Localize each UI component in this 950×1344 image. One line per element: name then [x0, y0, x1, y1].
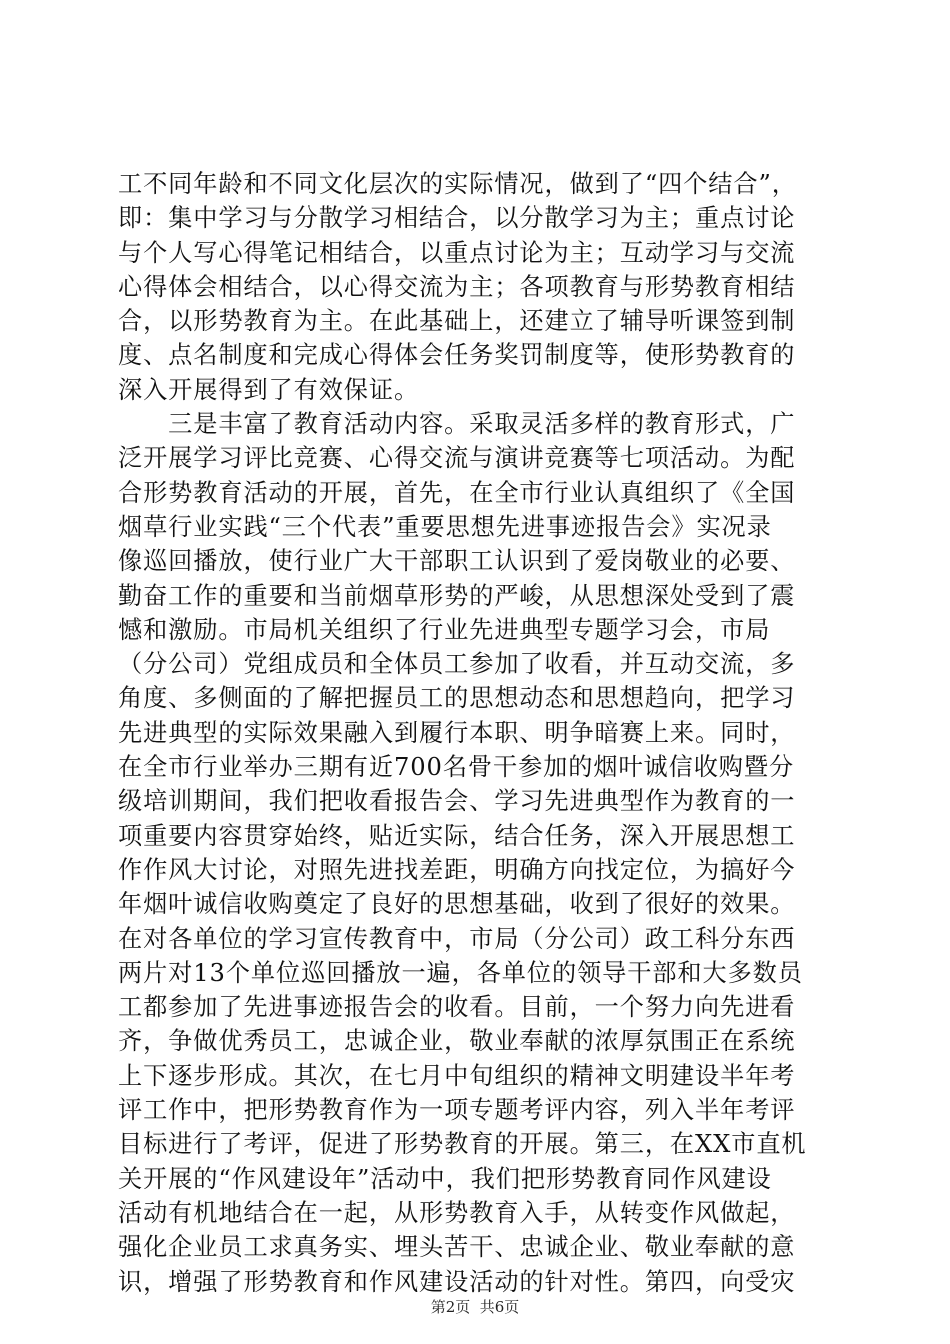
text-line: 活动有机地结合在一起，从形势教育入手，从转变作风做起， [118, 1198, 796, 1227]
text-line: 两片对13个单位巡回播放一遍，各单位的领导干部和大多数员 [118, 958, 803, 987]
text-line: 心得体会相结合，以心得交流为主；各项教育与形势教育相结 [118, 272, 796, 301]
text-line: 憾和激励。市局机关组织了行业先进典型专题学习会，市局 [118, 615, 771, 644]
text-line: 合，以形势教育为主。在此基础上，还建立了辅导听课签到制 [118, 307, 796, 336]
text-line: 项重要内容贯穿始终，贴近实际，结合任务，深入开展思想工 [118, 821, 796, 850]
text-line: 工不同年龄和不同文化层次的实际情况，做到了“四个结合”， [118, 170, 797, 198]
text-line: 关开展的“作风建设年”活动中，我们把形势教育同作风建设 [118, 1164, 772, 1193]
text-line: （分公司）党组成员和全体员工参加了收看，并互动交流，多 [118, 650, 796, 679]
text-line: 识，增强了形势教育和作风建设活动的针对性。第四，向受灾 [118, 1267, 796, 1296]
text-line: 在对各单位的学习宣传教育中，市局（分公司）政工科分东西 [118, 924, 796, 953]
text-line: 作作风大讨论，对照先进找差距，明确方向找定位，为搞好今 [118, 855, 796, 884]
text-line: 级培训期间，我们把收看报告会、学习先进典型作为教育的一 [118, 787, 796, 816]
text-line: 合形势教育活动的开展，首先，在全市行业认真组织了《全国 [118, 478, 796, 507]
text-line: 上下逐步形成。其次，在七月中旬组织的精神文明建设半年考 [118, 1061, 796, 1090]
text-line: 即：集中学习与分散学习相结合，以分散学习为主；重点讨论 [118, 204, 796, 233]
text-line: 像巡回播放，使行业广大干部职工认识到了爱岗敬业的必要、 [118, 547, 796, 576]
text-line: 强化企业员工求真务实、埋头苦干、忠诚企业、敬业奉献的意 [118, 1233, 796, 1262]
text-line: 度、点名制度和完成心得体会任务奖罚制度等，使形势教育的 [118, 341, 796, 370]
text-line: 齐，争做优秀员工，忠诚企业，敬业奉献的浓厚氛围正在系统 [118, 1027, 796, 1056]
text-line: 深入开展得到了有效保证。 [118, 375, 420, 404]
text-line: 评工作中，把形势教育作为一项专题考评内容，列入半年考评 [118, 1096, 796, 1125]
text-line: 目标进行了考评，促进了形势教育的开展。第三，在XX市直机 [118, 1130, 807, 1159]
text-line: 工都参加了先进事迹报告会的收看。目前，一个努力向先进看 [118, 993, 796, 1022]
body-text [118, 167, 838, 1299]
text-line: 先进典型的实际效果融入到履行本职、明争暗赛上来。同时， [118, 718, 796, 747]
text-line: 年烟叶诚信收购奠定了良好的思想基础，收到了很好的效果。 [118, 890, 796, 919]
text-line: 烟草行业实践“三个代表”重要思想先进事迹报告会》实况录 [118, 512, 772, 541]
text-line: 泛开展学习评比竞赛、心得交流与演讲竞赛等七项活动。为配 [118, 444, 796, 473]
page-footer: 第2页 共6页 [430, 1298, 520, 1316]
text-line: 勤奋工作的重要和当前烟草形势的严峻，从思想深处受到了震 [118, 581, 796, 610]
text-line: 角度、多侧面的了解把握员工的思想动态和思想趋向，把学习 [118, 684, 796, 713]
text-line: 在全市行业举办三期有近700名骨干参加的烟叶诚信收购暨分 [118, 753, 795, 782]
text-line: 三是丰富了教育活动内容。采取灵活多样的教育形式，广 [118, 410, 796, 439]
text-line: 与个人写心得笔记相结合，以重点讨论为主；互动学习与交流 [118, 238, 796, 267]
